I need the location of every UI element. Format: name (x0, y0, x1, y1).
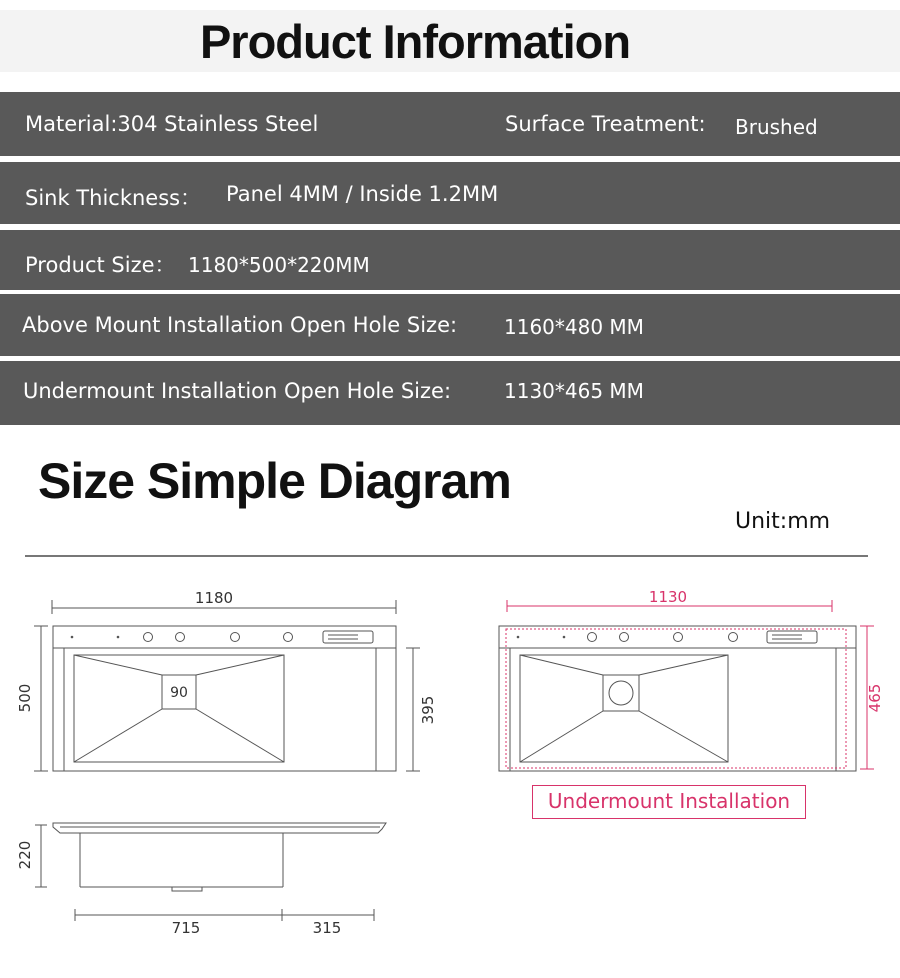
dim-drain: 90 (170, 685, 188, 701)
surface-value: Brushed (735, 115, 818, 139)
under-label: Undermount Installation Open Hole Size: (23, 379, 452, 403)
spec-row-size (0, 230, 900, 290)
size-label: Product Size： (25, 253, 176, 277)
dot-icon (71, 636, 74, 639)
dim-drainboard-length: 315 (312, 919, 342, 937)
undermount-diagram (470, 580, 900, 780)
thickness-value: Panel 4MM / Inside 1.2MM (226, 182, 499, 206)
size-value: 1180*500*220MM (188, 253, 370, 277)
diagram-title: Size Simple Diagram (38, 453, 511, 509)
under-value: 1130*465 MM (504, 379, 644, 403)
dot-icon (517, 636, 520, 639)
above-value: 1160*480 MM (504, 315, 644, 339)
above-label: Above Mount Installation Open Hole Size: (22, 313, 458, 337)
divider (25, 555, 868, 557)
spec-row-above-mount (0, 294, 900, 356)
dim-undermount-depth: 465 (866, 683, 884, 713)
thickness-label: Sink Thickness： (25, 186, 202, 210)
unit-label: Unit:mm (735, 509, 831, 534)
top-view-diagram (0, 580, 460, 780)
undermount-label: Undermount Installation (532, 785, 806, 819)
spec-row-thickness (0, 162, 900, 224)
dim-bowl-length: 715 (171, 919, 201, 937)
dim-depth: 500 (16, 683, 34, 713)
side-view-diagram (0, 815, 460, 945)
spec-row-undermount (0, 361, 900, 425)
dim-height: 220 (16, 840, 34, 870)
material-text: Material:304 Stainless Steel (25, 112, 319, 136)
surface-label: Surface Treatment: (505, 112, 706, 136)
dot-icon (117, 636, 120, 639)
dim-width: 1180 (194, 589, 234, 607)
dot-icon (563, 636, 566, 639)
dim-undermount-width: 1130 (648, 588, 688, 606)
dim-inner-depth: 395 (419, 695, 437, 725)
spec-row-material (0, 92, 900, 156)
page-title: Product Information (199, 15, 631, 68)
